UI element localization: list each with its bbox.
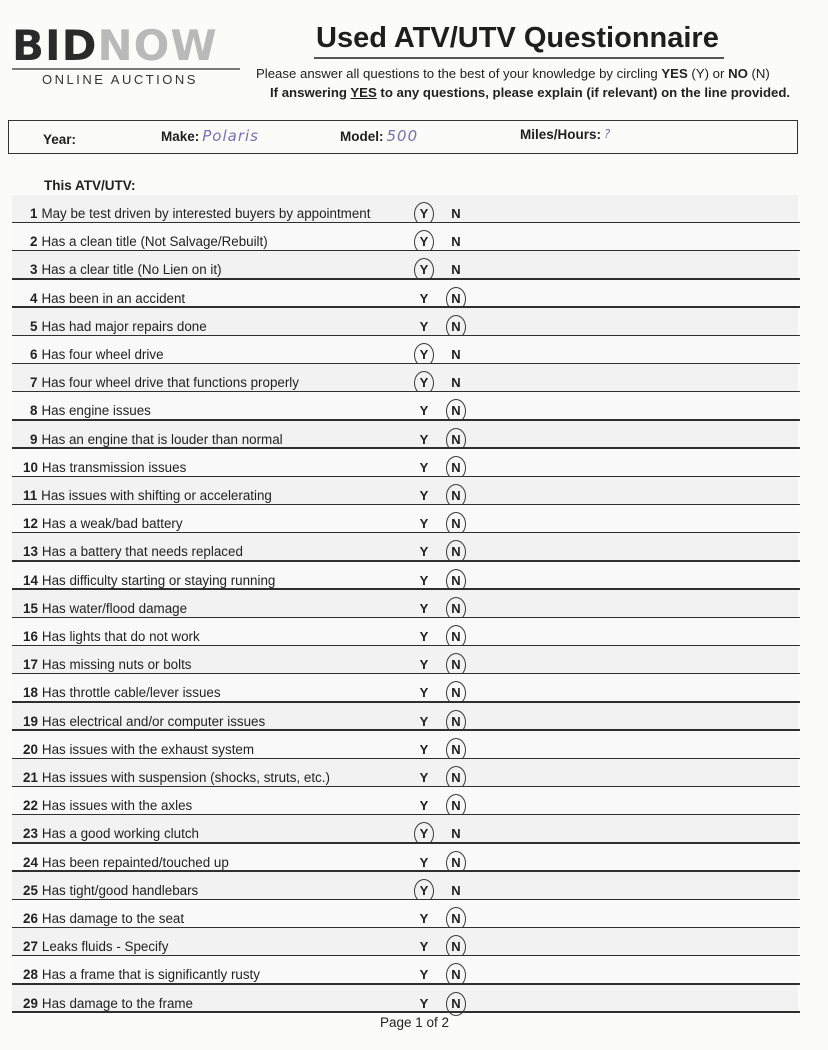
- question-number: 20: [23, 741, 38, 757]
- question-label: Has difficulty starting or staying running: [41, 572, 276, 588]
- question-row: [0, 618, 828, 646]
- question-label: Has been in an accident: [41, 290, 186, 306]
- question-number: 19: [23, 713, 38, 729]
- question-number: 10: [23, 459, 38, 475]
- question-row: [0, 392, 828, 420]
- question-row: [0, 505, 828, 533]
- question-number: 17: [23, 657, 38, 673]
- question-label: Has issues with the axles: [41, 798, 193, 814]
- answer-yes-option[interactable]: Y: [419, 854, 429, 870]
- question-label: Has an engine that is louder than normal: [41, 431, 283, 447]
- question-number: 21: [23, 770, 38, 785]
- question-text: [30, 206, 370, 221]
- question-label: Has been repainted/touched up: [41, 854, 229, 870]
- question-number: 14: [23, 572, 38, 588]
- answer-yes-option[interactable]: Y: [419, 403, 429, 419]
- answer-yes-option[interactable]: Y: [419, 629, 429, 644]
- answer-no-option[interactable]: N: [447, 911, 465, 926]
- answer-no-option[interactable]: N: [451, 206, 461, 221]
- question-row: [0, 759, 828, 787]
- answer-yes-option[interactable]: Y: [419, 318, 429, 334]
- question-number: 6: [30, 347, 38, 362]
- question-label: Has electrical and/or computer issues: [41, 713, 266, 729]
- answer-yes-option[interactable]: Y: [419, 431, 429, 447]
- answer-no-option[interactable]: N: [447, 319, 465, 334]
- logo-subtitle: ONLINE AUCTIONS: [42, 72, 198, 87]
- answer-no-option[interactable]: N: [447, 657, 465, 672]
- question-row: [0, 900, 828, 928]
- question-label: Has a clean title (Not Salvage/Rebuilt): [41, 234, 268, 250]
- question-number: 4: [30, 290, 38, 306]
- question-label: Has transmission issues: [41, 459, 187, 475]
- answer-yes-option[interactable]: Y: [415, 347, 433, 362]
- question-row: [0, 646, 828, 674]
- question-text: [23, 996, 193, 1011]
- question-row: [0, 364, 828, 392]
- question-number: 23: [23, 826, 38, 842]
- question-label: Has a frame that is significantly rusty: [41, 967, 260, 983]
- question-label: Has a weak/bad battery: [41, 516, 183, 532]
- question-row: [0, 872, 828, 900]
- question-row: [0, 308, 828, 336]
- question-label: Has damage to the frame: [41, 995, 194, 1011]
- answer-yes-option[interactable]: Y: [419, 600, 429, 616]
- answer-yes-option[interactable]: Y: [415, 206, 433, 221]
- make-handwritten-value: Polaris: [202, 127, 259, 145]
- question-row: [0, 280, 828, 308]
- answer-yes-option[interactable]: Y: [415, 883, 433, 898]
- vehicle-info-box: [8, 120, 798, 154]
- question-row: [0, 336, 828, 364]
- question-number: 18: [23, 685, 38, 701]
- miles-handwritten-value: ?: [604, 127, 612, 141]
- instructions-line-2: If answering YES to any questions, please explain (if relevant) on the line provided.: [270, 85, 791, 100]
- answer-yes-option[interactable]: Y: [419, 459, 429, 475]
- question-number: 2: [30, 234, 38, 250]
- question-number: 28: [23, 967, 38, 983]
- question-row: [0, 533, 828, 561]
- question-number: 8: [30, 403, 38, 419]
- question-label: Has had major repairs done: [41, 318, 207, 334]
- question-row: [0, 815, 828, 843]
- answer-no-option[interactable]: N: [447, 798, 465, 813]
- answer-yes-option[interactable]: Y: [419, 798, 429, 814]
- answer-yes-option[interactable]: Y: [419, 488, 429, 503]
- question-number: 1: [30, 206, 38, 221]
- question-number: 27: [23, 939, 38, 955]
- question-text: [30, 432, 283, 447]
- answer-yes-option[interactable]: Y: [415, 234, 433, 249]
- answer-no-option[interactable]: N: [451, 347, 461, 362]
- answer-yes-option[interactable]: Y: [415, 375, 433, 390]
- answer-yes-option[interactable]: Y: [419, 516, 429, 532]
- title-underline: [314, 57, 724, 59]
- answer-no-option[interactable]: N: [447, 855, 465, 870]
- question-label: Has issues with suspension (shocks, struts, etc.): [41, 770, 330, 785]
- question-label: Has engine issues: [41, 403, 151, 419]
- answer-no-option[interactable]: N: [447, 460, 465, 475]
- answer-no-option[interactable]: N: [451, 826, 461, 842]
- answer-no-option[interactable]: N: [447, 601, 465, 616]
- question-row: [0, 985, 828, 1013]
- question-row: [0, 223, 828, 251]
- answer-no-option[interactable]: N: [447, 714, 465, 729]
- question-text: [23, 544, 243, 559]
- question-label: Has water/flood damage: [41, 600, 188, 616]
- answer-no-option[interactable]: N: [451, 375, 461, 391]
- question-text: [23, 488, 272, 503]
- answer-no-option[interactable]: N: [447, 629, 465, 644]
- question-text: [23, 601, 187, 616]
- answer-yes-option[interactable]: Y: [419, 713, 429, 729]
- question-number: 15: [23, 600, 38, 616]
- question-number: 25: [23, 882, 38, 898]
- question-label: Has issues with shifting or accelerating: [41, 488, 272, 503]
- question-number: 3: [30, 262, 38, 278]
- answer-no-option[interactable]: N: [447, 939, 465, 954]
- question-number: 12: [23, 516, 38, 532]
- questions-intro: This ATV/UTV:: [44, 178, 136, 193]
- question-label: Has a battery that needs replaced: [41, 544, 243, 560]
- question-text: [23, 798, 192, 813]
- answer-yes-option[interactable]: Y: [419, 967, 429, 983]
- question-text: [23, 742, 254, 757]
- question-number: 5: [30, 318, 38, 334]
- question-text: [23, 657, 192, 672]
- question-text: [23, 967, 260, 982]
- question-number: 16: [23, 629, 38, 644]
- question-number: 22: [23, 798, 38, 814]
- year-field[interactable]: Year:: [43, 132, 77, 147]
- instructions-line-1: Please answer all questions to the best of your knowledge by circling YES (Y) or NO (N): [256, 66, 770, 81]
- question-number: 7: [30, 375, 38, 391]
- answer-yes-option[interactable]: Y: [415, 826, 433, 841]
- question-text: [23, 770, 330, 785]
- answer-no-option[interactable]: N: [451, 234, 461, 250]
- answer-no-option[interactable]: N: [447, 291, 465, 306]
- answer-no-option[interactable]: N: [451, 262, 461, 278]
- answer-no-option[interactable]: N: [447, 996, 465, 1011]
- answer-yes-option[interactable]: Y: [419, 911, 429, 926]
- question-row: [0, 928, 828, 956]
- question-row: [0, 731, 828, 759]
- answer-no-option[interactable]: N: [447, 403, 465, 418]
- question-number: 11: [23, 488, 38, 503]
- question-text: [23, 516, 183, 531]
- question-text: [30, 291, 185, 306]
- question-text: [23, 629, 200, 644]
- question-text: [30, 375, 299, 390]
- question-text: [23, 883, 198, 898]
- question-number: 24: [23, 854, 38, 870]
- page-title: Used ATV/UTV Questionnaire: [316, 22, 719, 54]
- question-text: [30, 234, 268, 249]
- question-label: Has missing nuts or bolts: [41, 657, 192, 673]
- bidnow-logo: [12, 21, 242, 87]
- question-label: Has tight/good handlebars: [41, 882, 199, 898]
- answer-yes-option[interactable]: Y: [419, 572, 429, 588]
- answer-no-option[interactable]: N: [447, 685, 465, 700]
- answer-no-option[interactable]: N: [451, 882, 461, 898]
- answer-yes-option[interactable]: Y: [419, 741, 429, 757]
- question-row: [0, 562, 828, 590]
- answer-no-option[interactable]: N: [447, 544, 465, 559]
- question-label: Has a clear title (No Lien on it): [41, 262, 222, 278]
- answer-yes-option[interactable]: Y: [419, 685, 429, 701]
- instructions: [256, 64, 796, 102]
- page-number: Page 1 of 2: [380, 1015, 450, 1030]
- logo-wordmark: BIDNOW: [12, 21, 218, 70]
- answer-yes-option[interactable]: Y: [419, 544, 429, 560]
- question-text: [23, 685, 221, 700]
- question-text: [23, 855, 229, 870]
- question-row: [0, 251, 828, 279]
- answer-yes-option[interactable]: Y: [419, 995, 429, 1011]
- answer-no-option[interactable]: N: [447, 742, 465, 757]
- question-text: [30, 319, 207, 334]
- question-text: [23, 826, 199, 841]
- answer-yes-option[interactable]: Y: [419, 939, 429, 955]
- question-row: [0, 956, 828, 984]
- explanation-line[interactable]: [12, 1011, 800, 1012]
- question-label: Has issues with the exhaust system: [41, 741, 255, 757]
- question-label: Has a good working clutch: [41, 826, 199, 842]
- question-label: Leaks fluids - Specify: [41, 939, 169, 955]
- question-text: [23, 939, 168, 954]
- question-text: [23, 911, 184, 926]
- question-row: [0, 674, 828, 702]
- question-row: [0, 195, 828, 223]
- question-row: [0, 787, 828, 815]
- answer-no-option[interactable]: N: [447, 432, 465, 447]
- question-label: May be test driven by interested buyers by appointment: [41, 206, 371, 221]
- question-row: [0, 421, 828, 449]
- question-label: Has lights that do not work: [41, 629, 200, 644]
- make-field[interactable]: Make: Polaris: [161, 127, 259, 145]
- question-text: [23, 714, 265, 729]
- model-field[interactable]: Model: 500: [340, 127, 419, 145]
- answer-yes-option[interactable]: Y: [415, 262, 433, 277]
- question-label: Has four wheel drive: [41, 347, 164, 362]
- answer-no-option[interactable]: N: [447, 516, 465, 531]
- question-row: [0, 703, 828, 731]
- answer-no-option[interactable]: N: [447, 488, 465, 503]
- question-text: [30, 347, 164, 362]
- answer-no-option[interactable]: N: [447, 770, 465, 785]
- question-number: 9: [30, 431, 38, 447]
- question-row: [0, 844, 828, 872]
- question-row: [0, 477, 828, 505]
- answer-no-option[interactable]: N: [447, 967, 465, 982]
- question-text: [30, 262, 222, 277]
- model-handwritten-value: 500: [386, 127, 419, 145]
- question-text: [23, 460, 186, 475]
- question-text: [30, 403, 151, 418]
- question-number: 13: [23, 544, 38, 560]
- question-label: Has throttle cable/lever issues: [41, 685, 221, 701]
- question-row: [0, 590, 828, 618]
- question-row: [0, 449, 828, 477]
- answer-yes-option[interactable]: Y: [419, 290, 429, 306]
- answer-yes-option[interactable]: Y: [419, 770, 429, 785]
- question-text: [23, 573, 275, 588]
- question-number: 26: [23, 911, 38, 926]
- question-label: Has four wheel drive that functions properly: [41, 375, 299, 391]
- answer-yes-option[interactable]: Y: [419, 657, 429, 673]
- question-number: 29: [23, 995, 38, 1011]
- question-label: Has damage to the seat: [41, 911, 185, 926]
- answer-no-option[interactable]: N: [447, 573, 465, 588]
- miles-hours-field[interactable]: Miles/Hours: ?: [520, 127, 612, 142]
